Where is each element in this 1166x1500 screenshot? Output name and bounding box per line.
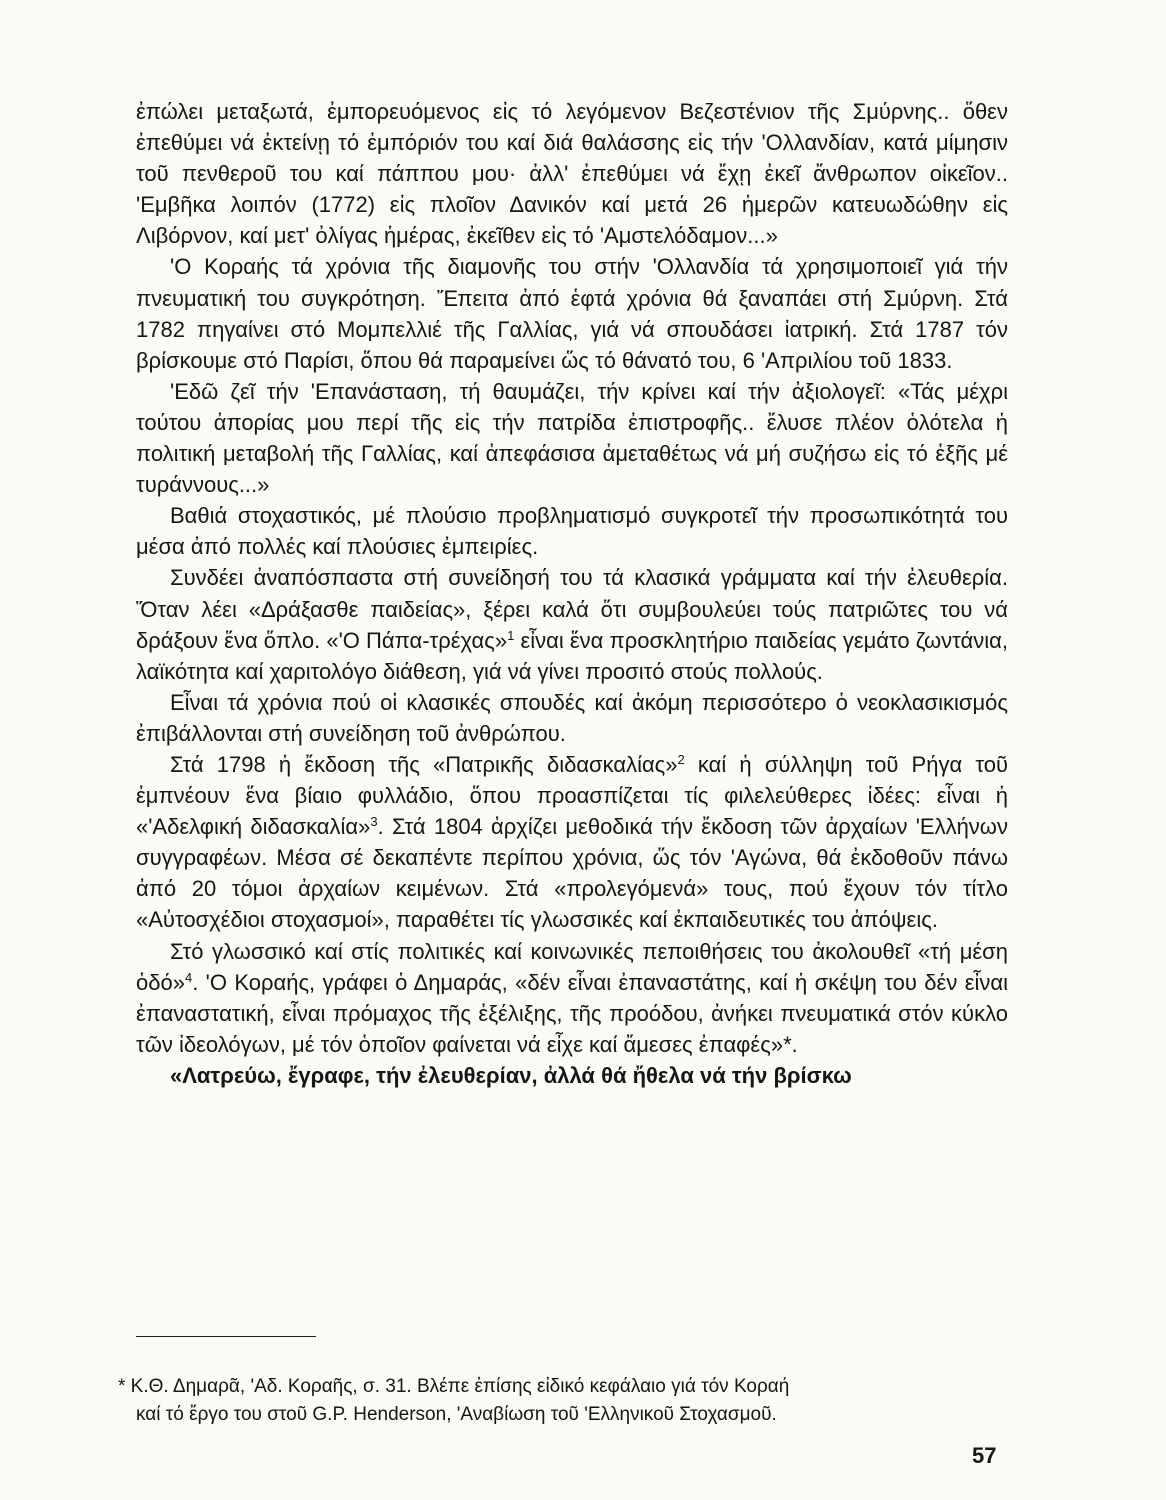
main-text (136, 96, 1008, 1091)
paragraph-bold-quote: «Λατρεύω, ἔγραφε, τήν ἐλευθερίαν, ἀλλά θά ἤθελα νά τήν βρίσκω (170, 1062, 852, 1088)
text-segment: Συνδέει ἀναπόσπαστα στή συνείδησή του τά κλασικά γράμματα καί τήν ἐλευθερία. Ὅταν λέει «Δράξασθε παιδείας», ξέρει καλά ὅτι συμβουλεύει τούς πατριῶτες του νά δράξουν ἕνα ὅπλο. «'Ο Πάπα-τρέχας» (136, 565, 1008, 653)
text-segment: Στό γλωσσικό καί στίς πολιτικές καί κοινωνικές πεποιθήσεις του ἀκολουθεῖ «τή μέση ὁδό» (136, 938, 1008, 995)
page-number: 57 (972, 1443, 997, 1468)
footnote-line: * Κ.Θ. Δημαρᾶ, 'Αδ. Κοραῆς, σ. 31. Βλέπε ἐπίσης εἰδικό κεφάλαιο γιά τόν Κοραή (118, 1376, 790, 1397)
text-segment: Στά 1798 ἡ ἔκδοση τῆς «Πατρικῆς διδασκαλίας» (170, 751, 678, 777)
paragraph-holland-years: 'Ο Κοραής τά χρόνια τῆς διαμονῆς του στήν 'Ολλανδία τά χρησιμοποιεῖ γιά τήν πνευματική του συγκρότηση. Ἔπειτα ἀπό ἑφτά χρόνια θά ξαναπάει στή Σμύρνη. Στά 1782 πηγαίνει στό Μομπελλιέ τῆς Γαλλίας, γιά νά σπουδάσει ἰατρική. Στά 1787 τόν βρίσκουμε στό Παρίσι, ὅπου θά παραμείνει ὥς τό θάνατό του, 6 'Απριλίου τοῦ 1833. (136, 254, 1008, 373)
text-segment: . 'Ο Κοραής, γράφει ὁ Δημαράς, «δέν εἶναι ἐπαναστάτης, καί ἡ σκέψη του δέν εἶναι ἐπαναστατική, εἶναι πρόμαχος τῆς ἐξέλιξης, τῆς προόδου, ἀνήκει πνευματικά στόν κύκλο τῶν ἰδεολόγων, μέ τόν ὁποῖον φαίνεται νά εἶχε καί ἄμεσες ἐπαφές»*. (136, 969, 1008, 1057)
paragraph-middle-way (136, 936, 1008, 1060)
paragraph-education-freedom (136, 562, 1008, 686)
paragraph-1798 (136, 749, 1008, 936)
footnote (118, 1373, 1018, 1429)
paragraph-personality: Βαθιά στοχαστικός, μέ πλούσιο προβληματισμό συγκροτεῖ τήν προσωπικότητά του μέσα ἀπό πολλές καί πλούσιες ἐμπειρίες. (136, 503, 1008, 560)
footnote-marker: 1 (507, 627, 515, 643)
text-segment: . Στά 1804 ἀρχίζει μεθοδικά τήν ἔκδοση τῶν ἀρχαίων 'Ελλήνων συγγραφέων. Μέσα σέ δεκαπέντε περίπου χρόνια, ὥς τόν 'Αγώνα, θά ἐκδοθοῦν πάνω ἀπό 20 τόμοι ἀρχαίων κειμένων. Στά «προλεγόμενά» τους, πού ἔχουν τόν τίτλο «Αὐτοσχέδιοι στοχασμοί», παραθέτει τίς γλωσσικές καί ἐκπαιδευτικές του ἀπόψεις. (136, 814, 1008, 933)
footnote-line: καί τό ἔργο του στοῦ G.P. Henderson, 'Αναβίωση τοῦ 'Ελληνικοῦ Στοχασμοῦ. (136, 1404, 777, 1425)
paragraph-neoclassicism: Εἶναι τά χρόνια πού οἱ κλασικές σπουδές καί ἀκόμη περισσότερο ὁ νεοκλασικισμός ἐπιβάλλονται στή συνείδηση τοῦ ἀνθρώπου. (136, 689, 1008, 746)
text-segment: καί ἡ σύλληψη τοῦ Ρήγα τοῦ ἐμπνέουν ἕνα βίαιο φυλλάδιο, ὅπου προασπίζεται τίς φιλελεύθερες ἰδέες: εἶναι ἡ «'Αδελφική διδασκαλία» (136, 751, 1008, 840)
paragraph-quote-continuation: ἐπώλει μεταξωτά, ἐμπορευόμενος εἰς τό λεγόμενον Βεζεστένιον τῆς Σμύρνης.. ὅθεν ἐπεθύμει νά ἐκτείνῃ τό ἐμπόριόν του καί διά θαλάσσης εἰς τήν 'Ολλανδίαν, κατά μίμησιν τοῦ πενθεροῦ του καί πάππου μου· ἀλλ' ἐπεθύμει νά ἔχῃ ἐκεῖ ἄνθρωπον οἰκεῖον.. 'Εμβῆκα λοιπόν (1772) εἰς πλοῖον Δανικόν καί μετά 26 ἡμερῶν κατευωδώθην εἰς Λιβόρνον, καί μετ' ὀλίγας ἡμέρας, ἐκεῖθεν εἰς τό 'Αμστελόδαμον...» (136, 99, 1008, 249)
text-segment: εἶναι ἕνα προσκλητήριο παιδείας γεμάτο ζωντάνια, λαϊκότητα καί χαριτολόγο διάθεση, γιά νά γίνει προσιτό στούς πολλούς. (136, 627, 1008, 684)
footnote-marker: 2 (677, 751, 685, 767)
paragraph-revolution: 'Εδῶ ζεῖ τήν 'Επανάσταση, τή θαυμάζει, τήν κρίνει καί τήν ἀξιολογεῖ: «Τάς μέχρι τούτου ἀπορίας μου περί τῆς εἰς τήν πατρίδα ἐπιστροφῆς.. ἔλυσε πλέον ὁλότελα ἡ πολιτική μεταβολή τῆς Γαλλίας, καί ἀπεφάσισα ἀμεταθέτως νά μή συζήσω εἰς τό ἑξῆς μέ τυράννους...» (136, 378, 1008, 498)
footnote-marker: 3 (370, 814, 378, 830)
footnote-marker: 4 (184, 969, 193, 985)
footnote-divider (136, 1336, 316, 1337)
